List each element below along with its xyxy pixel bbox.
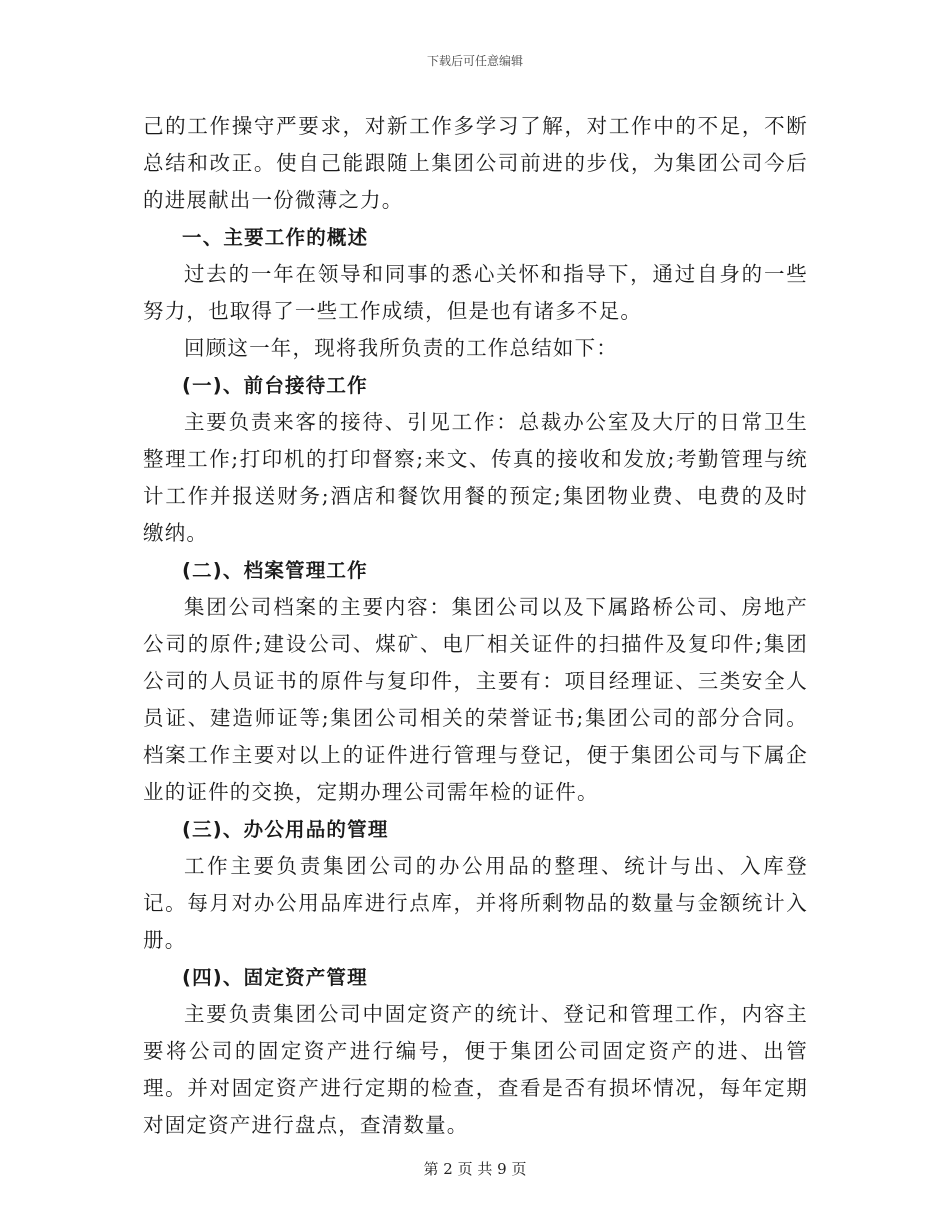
section-heading-overview: 一、主要工作的概述 — [182, 226, 369, 249]
section-heading-reception: (一)、前台接待工作 — [182, 374, 368, 397]
section-heading-archives: (二)、档案管理工作 — [182, 559, 368, 582]
paragraph: 工作主要负责集团公司的办公用品的整理、统计与出、入库登记。每月对办公用品库进行点库，并将所剩物品的数量与金额统计入册。 — [143, 854, 808, 952]
paragraph: 主要负责来客的接待、引见工作：总裁办公室及大厅的日常卫生整理工作;打印机的打印督察;来文、传真的接收和发放;考勤管理与统计工作并报送财务;酒店和餐饮用餐的预定;集团物业费、电费的及时缴纳。 — [143, 410, 808, 545]
paragraph: 过去的一年在领导和同事的悉心关怀和指导下，通过自身的一些努力，也取得了一些工作成绩，但是也有诸多不足。 — [143, 262, 808, 323]
paragraph: 回顾这一年，现将我所负责的工作总结如下： — [184, 336, 618, 360]
paragraph-continued: 己的工作操守严要求，对新工作多学习了解，对工作中的不足，不断总结和改正。使自己能跟随上集团公司前进的步伐，为集团公司今后的进展献出一份微薄之力。 — [143, 114, 808, 212]
section-heading-office-supplies: (三)、办公用品的管理 — [182, 818, 389, 841]
paragraph: 集团公司档案的主要内容：集团公司以及下属路桥公司、房地产公司的原件;建设公司、煤矿、电厂相关证件的扫描件及复印件;集团公司的人员证书的原件与复印件，主要有：项目经理证、三类安全人员证、建造师证等;集团公司相关的荣誉证书;集团公司的部分合同。档案工作主要对以上的证件进行管理与登记，便于集团公司与下属企业的证件的交换，定期办理公司需年检的证件。 — [143, 595, 808, 804]
section-heading-fixed-assets: (四)、固定资产管理 — [182, 966, 368, 989]
page-header: 下载后可任意编辑 — [426, 54, 523, 68]
document-body — [143, 108, 808, 1144]
page-footer: 第 2 页 共 9 页 — [423, 1160, 527, 1178]
paragraph: 主要负责集团公司中固定资产的统计、登记和管理工作，内容主要将公司的固定资产进行编号，便于集团公司固定资产的进、出管理。并对固定资产进行定期的检查，查看是否有损坏情况，每年定期对固定资产进行盘点，查清数量。 — [143, 1002, 808, 1137]
